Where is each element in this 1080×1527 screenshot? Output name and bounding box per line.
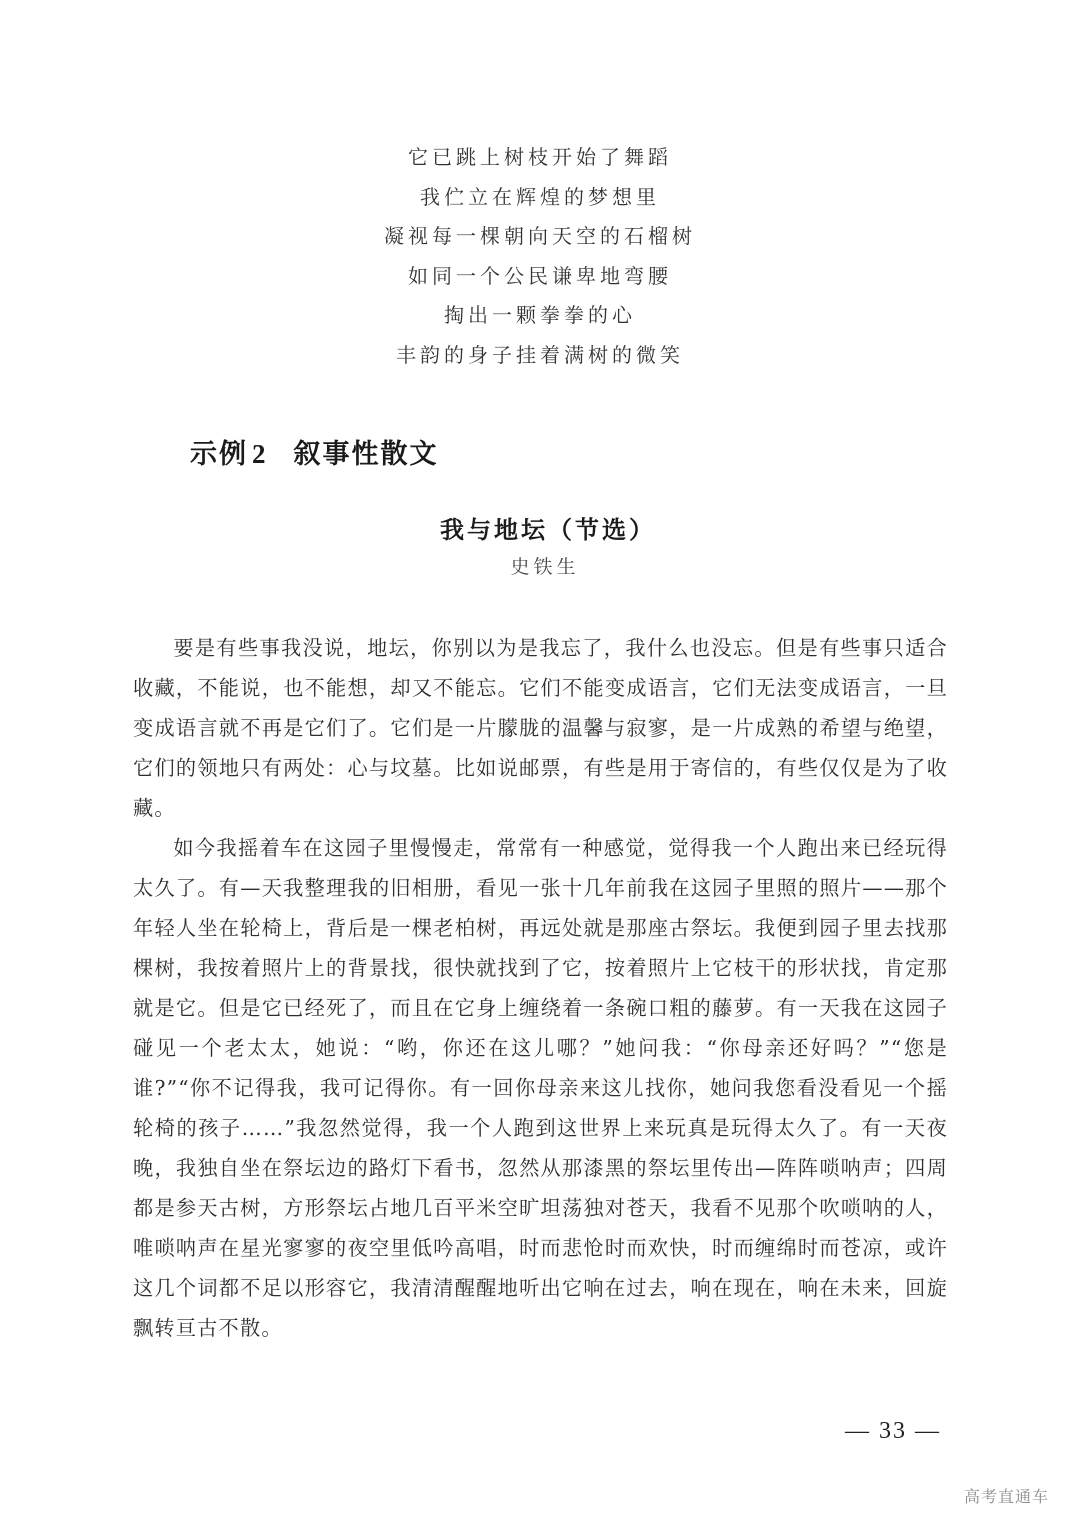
section-title: 叙事性散文 [293, 439, 439, 470]
poem-line: 丰韵的身子挂着满树的微笑 [396, 342, 684, 367]
poem-line: 它已跳上树枝开始了舞蹈 [408, 145, 672, 169]
watermark: 高考直通车 [964, 1487, 1050, 1506]
poem-line: 掏出一颗拳拳的心 [444, 303, 636, 328]
poem-line: 如同一个公民谦卑地弯腰 [408, 263, 672, 288]
paragraph: 如今我摇着车在这园子里慢慢走，常常有一种感觉，觉得我一个人跑出来已经玩得太久了。有—天我整理我的旧相册，看见一张十几年前我在这园子里照的照片——那个年轻人坐在轮椅上，背后是一棵老柏树，再远处就是那座古祭坛。我便到园子里去找那棵树，我按着照片上的背景找，很快就找到了它，按着照片上它枝干的形状找，肯定那就是它。但是它已经死了，而且在它身上缠绕着一条碗口粗的藤萝。有一天我在这园子碰见一个老太太，她说：“哟，你还在这儿哪？”她问我：“你母亲还好吗？”“您是谁?”“你不记得我，我可记得你。有一回你母亲来这儿找你，她问我您看没看见一个摇轮椅的孩子……”我忽然觉得，我一个人跑到这世界上来玩真是玩得太久了。有一天夜晚，我独自坐在祭坛边的路灯下看书，忽然从那漆黑的祭坛里传出—阵阵唢呐声；四周都是参天古树，方形祭坛占地几百平米空旷坦荡独对苍天，我看不见那个吹唢呐的人，唯唢呐声在星光寥寥的夜空里低吟高唱，时而悲怆时而欢快，时而缠绵时而苍凉，或许这几个词都不足以形容它，我清清醒醒地听出它响在过去，响在现在，响在未来，回旋飘转亘古不散。 [133, 836, 948, 1340]
section-heading [190, 432, 439, 471]
article-author: 史铁生 [510, 556, 580, 578]
paragraph: 要是有些事我没说，地坛，你别以为是我忘了，我什么也没忘。但是有些事只适合收藏，不能说，也不能想，却又不能忘。它们不能变成语言，它们无法变成语言，一旦变成语言就不再是它们了。它们是一片朦胧的温馨与寂寥，是一片成熟的希望与绝望，它们的领地只有两处：心与坟墓。比如说邮票，有些是用于寄信的，有些仅仅是为了收藏。 [133, 636, 948, 820]
section-label: 示例 [190, 439, 248, 470]
poem-excerpt [0, 138, 1080, 376]
section-number: 2 [252, 439, 268, 469]
article-title: 我与地坛（节选） [440, 515, 656, 544]
poem-line: 凝视每一棵朝向天空的石榴树 [384, 224, 696, 249]
article-body [133, 628, 948, 1348]
poem-line: 我伫立在辉煌的梦想里 [420, 184, 660, 209]
page-number: — 33 — [845, 1418, 941, 1444]
